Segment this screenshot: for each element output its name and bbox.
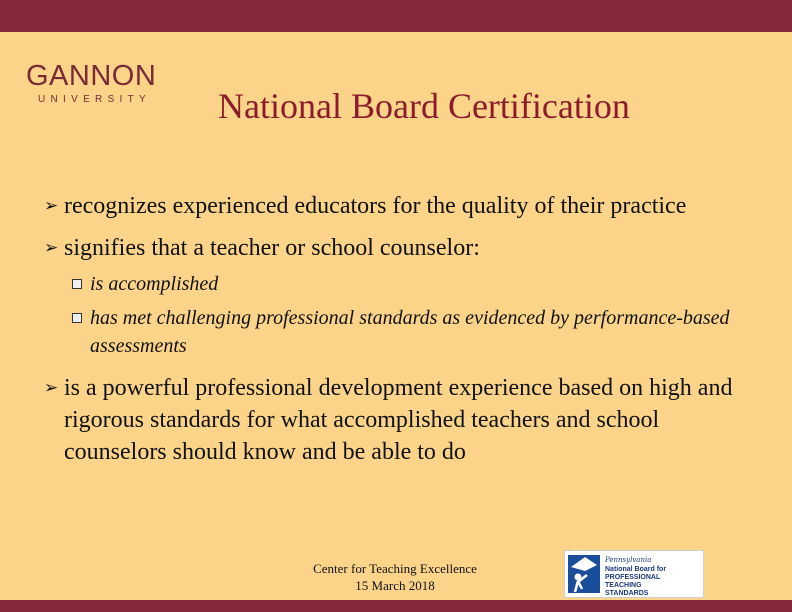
- square-bullet-icon: [72, 313, 82, 323]
- nbpts-logo: [564, 550, 704, 598]
- bullet-text: is a powerful professional development experience based on high and rigorous standards for what accomplished teachers and school counselors should know and be able to do: [64, 375, 733, 465]
- footer-line-2: 15 March 2018: [355, 578, 435, 593]
- bottom-band: [0, 600, 792, 612]
- sub-bullet-text: is accomplished: [90, 273, 219, 295]
- bullet-list: [44, 190, 764, 468]
- logo-subtitle: UNIVERSITY: [38, 94, 152, 105]
- arrow-bullet-icon: ➢: [44, 196, 59, 216]
- bullet-item: [44, 372, 764, 468]
- square-bullet-icon: [72, 279, 82, 289]
- nbpts-script: Pennsylvania: [605, 556, 652, 564]
- nbpts-line-2: PROFESSIONAL: [605, 574, 661, 581]
- nbpts-line-4: STANDARDS: [605, 590, 649, 597]
- footer: [284, 560, 506, 594]
- sub-bullet-text: has met challenging professional standards as evidenced by performance-based assessments: [90, 307, 730, 357]
- bullet-item: [44, 232, 764, 264]
- nbpts-line-1: National Board for: [605, 566, 667, 573]
- bullet-text: signifies that a teacher or school counselor:: [64, 235, 480, 261]
- nbpts-line-3: TEACHING: [605, 582, 642, 589]
- bullet-item: [44, 190, 764, 222]
- gannon-logo: [26, 62, 156, 105]
- sub-bullet-item: [44, 304, 764, 360]
- arrow-bullet-icon: ➢: [44, 238, 59, 258]
- footer-line-1: Center for Teaching Excellence: [313, 561, 477, 576]
- nbpts-logo-graphic: [565, 551, 703, 597]
- slide-title: National Board Certification: [218, 86, 630, 126]
- top-band: [0, 0, 792, 32]
- bullet-text: recognizes experienced educators for the quality of their practice: [64, 193, 687, 219]
- arrow-bullet-icon: ➢: [44, 378, 59, 398]
- logo-name: GANNON: [26, 60, 157, 92]
- sub-bullet-item: [44, 270, 764, 298]
